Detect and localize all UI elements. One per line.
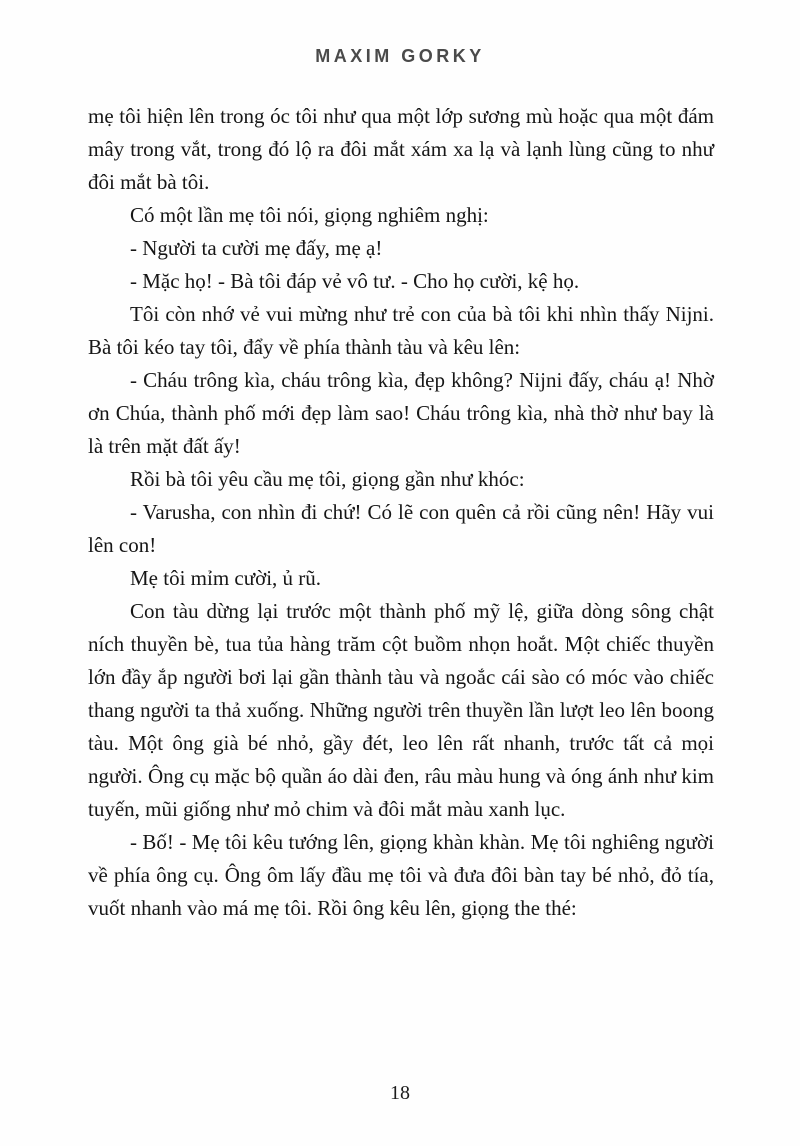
paragraph: - Bố! - Mẹ tôi kêu tướng lên, giọng khàn khàn. Mẹ tôi nghiêng người về phía ông cụ. Ông ôm lấy đầu mẹ tôi và đưa đôi bàn tay bé nhỏ, đỏ tía, vuốt nhanh vào má mẹ tôi. Rồi ông kêu lên, giọng the thé: [88,830,714,920]
paragraph: Rồi bà tôi yêu cầu mẹ tôi, giọng gần như khóc: [130,467,525,491]
paragraph: Tôi còn nhớ vẻ vui mừng như trẻ con của bà tôi khi nhìn thấy Nijni. Bà tôi kéo tay tôi, đẩy về phía thành tàu và kêu lên: [88,302,714,359]
page-number: 18 [390,1082,410,1104]
paragraph: Mẹ tôi mỉm cười, ủ rũ. [130,566,322,590]
paragraph: Con tàu dừng lại trước một thành phố mỹ lệ, giữa dòng sông chật ních thuyền bè, tua tủa hàng trăm cột buồm nhọn hoắt. Một chiếc thuyền lớn đầy ắp người bơi lại gần thành tàu và ngoắc cái sào có móc vào chiếc thang người ta thả xuống. Những người trên thuyền lần lượt leo lên boong tàu. Một ông già bé nhỏ, gầy đét, leo lên rất nhanh, trước tất cả mọi người. Ông cụ mặc bộ quần áo dài đen, râu màu hung và óng ánh như kim tuyến, mũi giống như mỏ chim và đôi mắt màu xanh lục. [88,599,714,821]
running-header: MAXIM GORKY [315,46,485,66]
paragraph: Có một lần mẹ tôi nói, giọng nghiêm nghị: [130,203,489,227]
paragraph: - Cháu trông kìa, cháu trông kìa, đẹp không? Nijni đấy, cháu ạ! Nhờ ơn Chúa, thành phố mới đẹp làm sao! Cháu trông kìa, nhà thờ như bay là là trên mặt đất ấy! [88,368,714,458]
paragraph: mẹ tôi hiện lên trong óc tôi như qua một lớp sương mù hoặc qua một đám mây trong vắt, trong đó lộ ra đôi mắt xám xa lạ và lạnh lùng cũng to như đôi mắt bà tôi. [88,104,714,194]
body-text [88,100,714,925]
paragraph: - Mặc họ! - Bà tôi đáp vẻ vô tư. - Cho họ cười, kệ họ. [130,269,580,293]
paragraph: - Người ta cười mẹ đấy, mẹ ạ! [130,236,383,260]
paragraph: - Varusha, con nhìn đi chứ! Có lẽ con quên cả rồi cũng nên! Hãy vui lên con! [88,500,714,557]
